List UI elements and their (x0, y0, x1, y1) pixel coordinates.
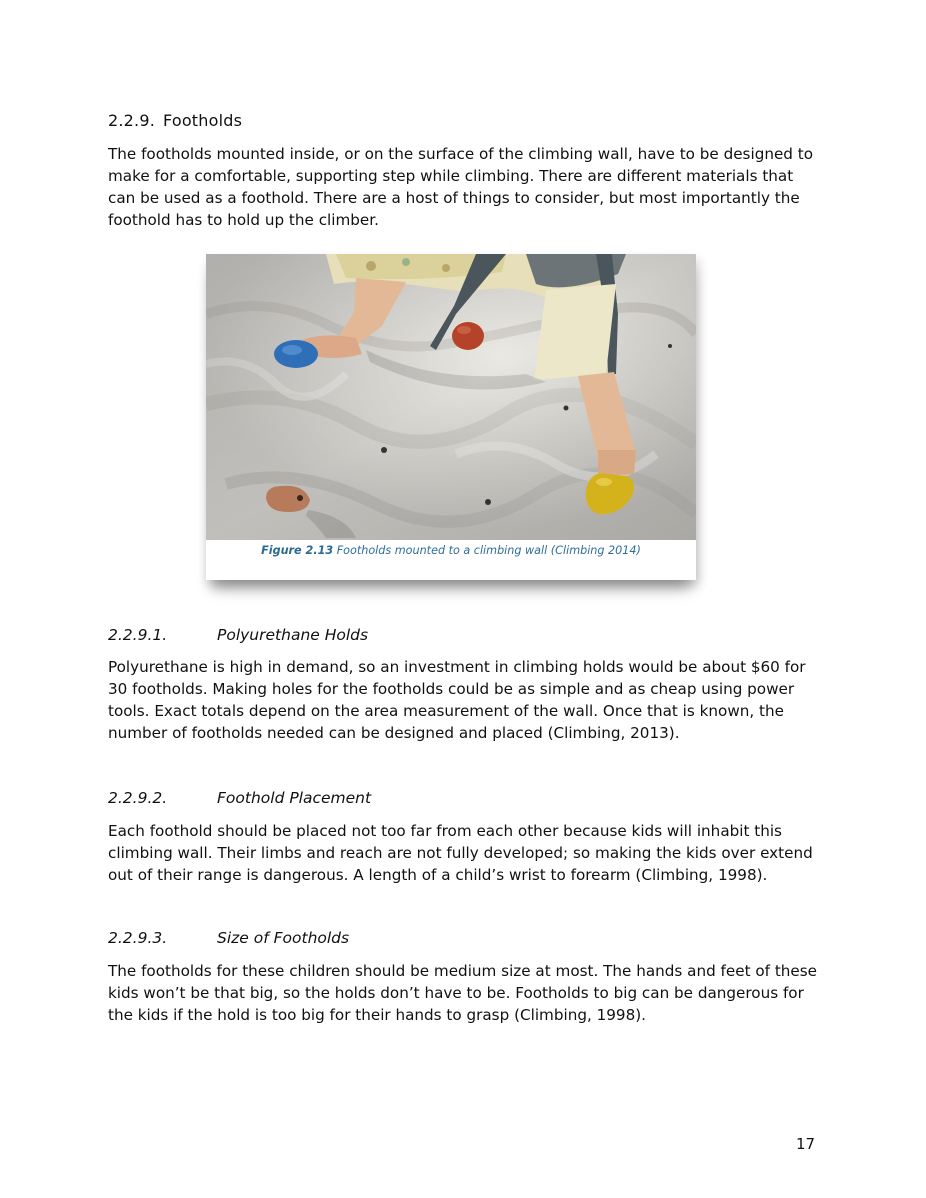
figure (206, 254, 696, 580)
figure-caption (206, 544, 696, 557)
subsection-title: Size of Footholds (217, 929, 350, 947)
subsection-heading-placement (108, 789, 371, 807)
subsection-paragraph-size: The footholds for these children should be medium size at most. The hands and feet of these kids won’t be that big, so the holds don’t have to be. Footholds to big can be dangerous for the kids if the hold is too big for their hands to grasp (Climbing, 1998). (108, 962, 818, 1024)
subsection-title: Polyurethane Holds (217, 626, 369, 644)
subsection-title: Foothold Placement (217, 789, 372, 807)
subsection-heading-polyurethane (108, 626, 368, 644)
bolt-hole (564, 406, 569, 411)
section-title: Footholds (163, 111, 243, 130)
subsection-number: 2.2.9.3. (108, 929, 168, 947)
bolt-hole (381, 447, 387, 453)
subsection-number: 2.2.9.2. (108, 789, 168, 807)
subsection-paragraph-polyurethane: Polyurethane is high in demand, so an investment in climbing holds would be about $60 for 30 footholds. Making holes for the footholds could be as simple and as cheap using power tools. Exact totals depend on the area measurement of the wall. Once that is known, the number of footholds needed can be designed and placed (Climbing, 2013). (108, 658, 806, 742)
child-foot (598, 450, 636, 476)
page-number: 17 (796, 1135, 816, 1153)
subsection-heading-size (108, 929, 349, 947)
climbing-wall-photo (206, 254, 696, 540)
subsection-number: 2.2.9.1. (108, 626, 168, 644)
section-number: 2.2.9. (108, 111, 155, 130)
bolt-hole (668, 344, 672, 348)
figure-caption-text: Footholds mounted to a climbing wall (Climbing 2014) (333, 544, 641, 557)
subsection-paragraph-placement: Each foothold should be placed not too far from each other because kids will inhabit this climbing wall. Their limbs and reach are not fully developed; so making the kids over extend out of their range is dangerous. A length of a child’s wrist to forearm (Climbing, 1998). (108, 822, 813, 884)
red-foothold (452, 322, 484, 350)
figure-label: Figure 2.13 (261, 544, 334, 557)
bolt-hole (485, 499, 491, 505)
section-heading (108, 111, 242, 130)
intro-paragraph: The footholds mounted inside, or on the surface of the climbing wall, have to be designed to make for a comfortable, supporting step while climbing. There are different materials that can be used as a foothold. There are a host of things to consider, but most importantly the foothold has to hold up the climber. (108, 145, 814, 229)
